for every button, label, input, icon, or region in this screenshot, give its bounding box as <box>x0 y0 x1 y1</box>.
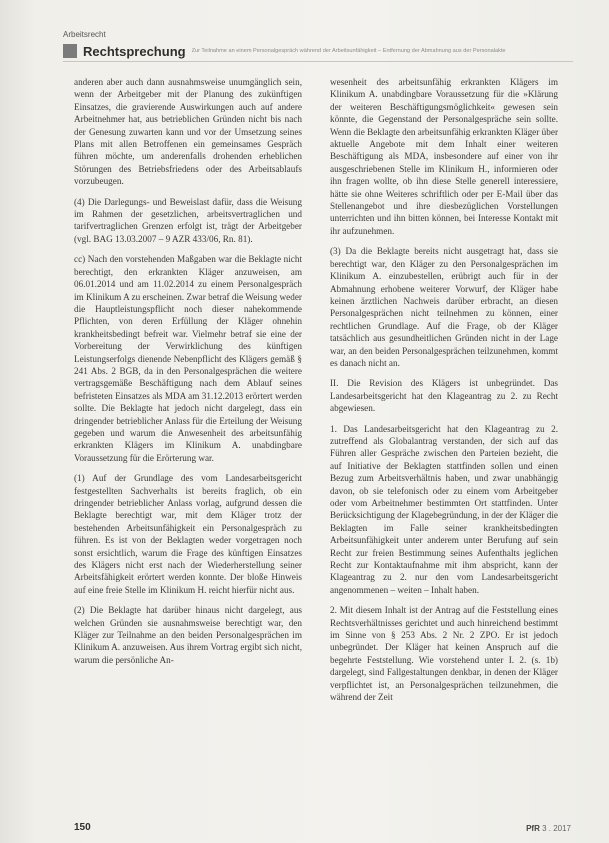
journal-issue: 3 . 2017 <box>542 824 571 833</box>
paragraph: anderen aber auch dann ausnahmsweise unumgänglich sein, wenn der Arbeitgeber mit der Planung des zukünftigen Einsatzes, die gravierende Auswirkungen auch auf andere Arbeitnehmer hat, aus betrieblichen Gründen nicht bis nach der Genesung zuwarten kann und vor der Umsetzung seines Plans mit allen Betroffenen ein gemeinsames Gespräch führen möchte, um anderenfalls drohenden erheblichen Störungen des Betriebsfriedens oder des Arbeitsablaufs vorzubeugen. <box>74 77 302 187</box>
paragraph: wesenheit des arbeitsunfähig erkrankten Klägers im Klinikum A. unabdingbare Voraussetzung für die »Klärung der weiteren Beschäftigungsmöglichkeit« gewesen sein könnte, die Gegenstand der Personalgespräche sein sollte. Wenn die Beklagte den arbeitsunfähig erkrankten Kläger über aktuelle Angebote mit dem Inhalt einer weiteren Beschäftigung als MDA, insbesondere auf einer von ihr ausgeschriebenen Stelle im Klinikum H., informieren oder ihn fragen wollte, ob ihn diese Stelle generell interessiere, hätte sie ohne Weiteres schriftlich oder per E-Mail über das Stellenangebot und ihre diesbezüglichen Vorstellungen unterrichten und ihn bitten können, bei Interesse Kontakt mit ihr aufzunehmen. <box>330 77 558 236</box>
right-column <box>330 76 558 811</box>
header-title: Rechtsprechung <box>83 43 186 59</box>
journal-footer <box>526 824 571 833</box>
paragraph: 2. Mit diesem Inhalt ist der Antrag auf die Feststellung eines Rechtsverhältnisses gerichtet und auch hinreichend bestimmt im Sinne von § 253 Abs. 2 Nr. 2 ZPO. Er ist jedoch unbegründet. Der Kläger hat keinen Anspruch auf die begehrte Feststellung. Wie vorstehend unter I. 2. (s. 1b) dargelegt, sind Fallgestaltungen denkbar, in denen der Kläger verpflichtet ist, an Personalgesprächen teilzunehmen, die während der Zeit <box>330 605 558 703</box>
paragraph: (4) Die Darlegungs- und Beweislast dafür, dass die Weisung im Rahmen der gesetzlichen, arbeitsvertraglichen und tarifvertraglichen Grenzen erfolgt ist, trägt der Arbeitgeber (vgl. BAG 13.03.2007 – 9 AZR 433/06, Rn. 81). <box>74 196 302 244</box>
paragraph: II. Die Revision des Klägers ist unbegründet. Das Landesarbeitsgericht hat den Klageantrag zu 2. zu Recht abgewiesen. <box>330 378 558 414</box>
paragraph: (3) Da die Beklagte bereits nicht ausgetragt hat, dass sie berechtigt war, den Kläger zu den Personalgesprächen im Klinikum A. einzubestellen, erübrigt auch für in der Abmahnung erhobene weiterer Vorwurf, der Kläger habe keinen ärztlichen Nachweis darüber erbracht, an diesen Personalgesprächen nicht teilnehmen zu können, einer rechtlichen Grundlage. Auf die Frage, ob der Kläger tatsächlich aus gesundheitlichen Gründen nicht in der Lage war, an den beiden Personalgesprächen teilzunehmen, kommt es danach nicht an. <box>330 246 558 368</box>
paragraph: cc) Nach den vorstehenden Maßgaben war die Beklagte nicht berechtigt, den erkrankten Kläger anzuweisen, am 06.01.2014 und am 11.02.2014 zu einem Personalgespräch im Klinikum A zu erscheinen. Zwar betraf die Weisung weder die Hauptleistungspflicht noch dieser nahekommende Pflichten, von deren Erfüllung der Kläger ohnehin krankheitsbedingt befreit war. Vielmehr betraf sie eine der Vorbereitung der Verwirklichung des künftigen Leistungserfolgs dienende Nebenpflicht des Klägers gemäß § 241 Abs. 2 BGB, da in den Personalgesprächen die weitere vertragsgemäße Beschäftigung nach dem Ablauf seines befristeten Einsatzes als MDA am 31.12.2013 erörtert werden sollte. Die Beklagte hat jedoch nicht dargelegt, dass ein dringender betrieblicher Anlass für die Erteilung der Weisung gegeben und warum die Anwesenheit des arbeitsunfähig erkrankten Klägers im Klinikum A. unabdingbare Voraussetzung für die Erörterung war. <box>74 254 302 463</box>
header-divider <box>63 61 573 62</box>
header-subtitle: Zur Teilnahme an einem Personalgespräch während der Arbeitsunfähigkeit – Entfernung der Abmahnung aus der Personalakte <box>191 48 506 54</box>
journal-abbreviation: PfR <box>526 824 540 833</box>
left-column <box>74 76 302 811</box>
paragraph: (2) Die Beklagte hat darüber hinaus nicht dargelegt, aus welchen Gründen sie ausnahmsweise berechtigt war, den Kläger zur Teilnahme an den beiden Personalgesprächen im Klinikum A. anzuweisen. Aus ihrem Vortrag ergibt sich nicht, warum die persönliche An- <box>74 605 302 665</box>
section-tag: Arbeitsrecht <box>63 30 106 39</box>
page-header <box>63 43 573 59</box>
page-number: 150 <box>74 822 91 833</box>
paragraph: 1. Das Landesarbeitsgericht hat den Klageantrag zu 2. zutreffend als Globalantrag verstanden, der sich auf das Führen aller Gespräche zwischen den Parteien bezieht, die auf Initiative der Beklagten stattfinden sollen und einen Bezug zum Arbeitsverhältnis haben, und zwar unabhängig davon, ob sie telefonisch oder zu einem vom Arbeitgeber oder vom Arbeitnehmer bestimmten Ort stattfinden. Unter Berücksichtigung der Klagebegründung, in der der Kläger die Beklagten im Falle seiner krankheitsbedingten Arbeitsunfähigkeit unter anderem unter Berufung auf sein Recht zur freien Bestimmung seines Aufenthalts jeglichen Recht zur Kontaktaufnahme mit ihm abspricht, kann der Klageantrag zu 2. nur den vom Landesarbeitsgericht angenommenen – weiten – Inhalt haben. <box>330 423 558 595</box>
header-square-icon <box>63 44 77 58</box>
paragraph: (1) Auf der Grundlage des vom Landesarbeitsgericht festgestellten Sachverhalts ist bereits fraglich, ob ein dringender betrieblicher Anlass vorlag, aufgrund dessen die Beklagte berechtigt war, mit dem Kläger trotz der bestehenden Arbeitsunfähigkeit ein Personalgespräch zu führen. Es ist von der Beklagten weder vorgetragen noch sonst ersichtlich, warum die Frage des künftigen Einsatzes des Klägers nicht erst nach der Wiederherstellung seiner Arbeitsfähigkeit erörtert werden konnte. Der bloße Hinweis auf eine freie Stelle im Klinikum H. reicht hierfür nicht aus. <box>74 473 302 595</box>
